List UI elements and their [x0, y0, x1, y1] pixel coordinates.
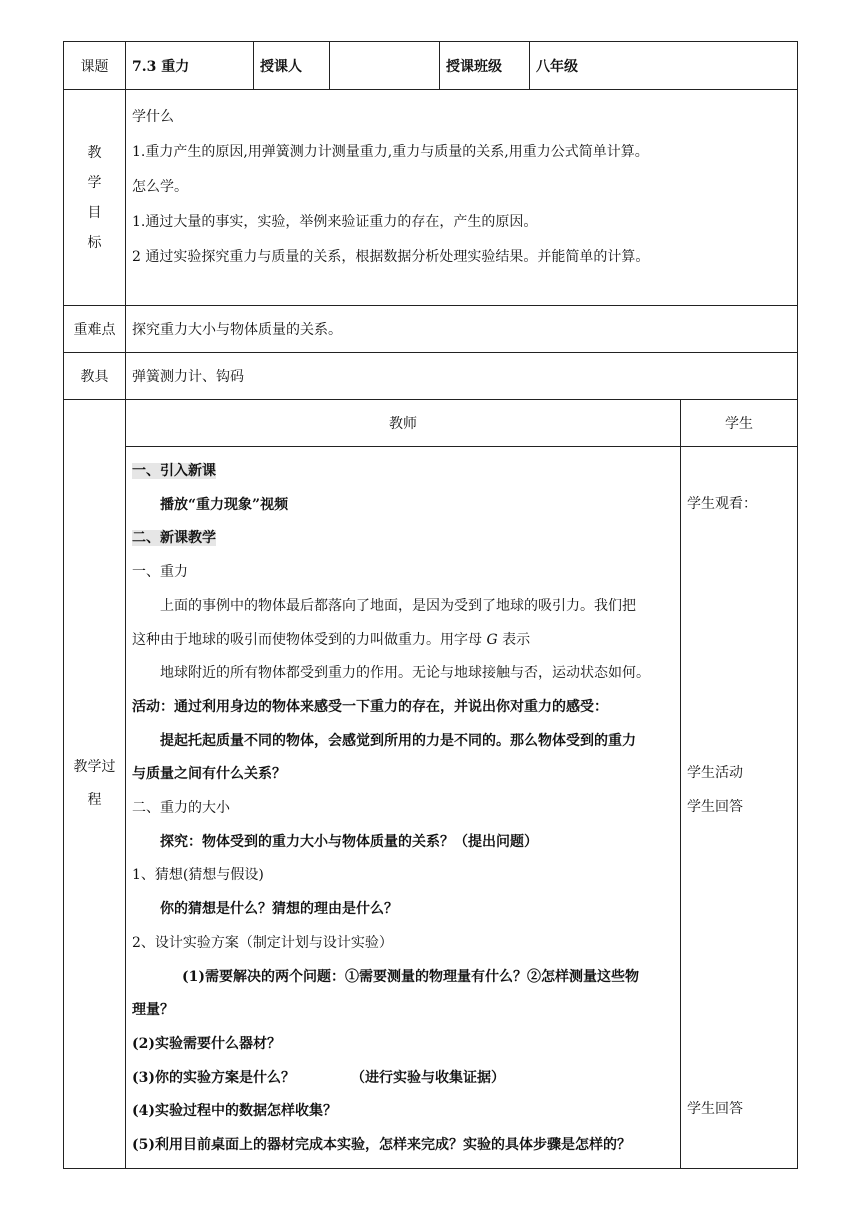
teacher-label: 授课人: [254, 42, 330, 90]
goals-row: [64, 90, 798, 306]
teacher-content: [126, 447, 681, 1169]
lesson-table: [63, 41, 798, 1169]
topic-label: 课题: [64, 42, 126, 90]
student-line: 学生活动: [687, 765, 743, 781]
goals-content: [126, 90, 798, 306]
student-column-header: 学生: [681, 400, 798, 447]
teacher-line: 理量？: [132, 1002, 174, 1019]
student-line: 学生回答: [687, 799, 743, 815]
teacher-line: (1)需要解决的两个问题：①需要测量的物理量有什么？②怎样测量这些物: [182, 968, 639, 985]
tools-label: 教具: [64, 353, 126, 400]
class-value: 八年级: [530, 42, 798, 90]
keypoints-label: 重难点: [64, 306, 126, 353]
section-heading: 二、新课教学: [132, 530, 216, 547]
goals-line: 1.通过大量的事实，实验，举例来验证重力的存在，产生的原因。: [132, 214, 538, 230]
goals-label-char: 教: [87, 144, 102, 161]
process-label: [64, 400, 126, 1169]
tools-row: [64, 353, 798, 400]
teacher-value: [330, 42, 440, 90]
lesson-plan: [63, 41, 797, 1169]
teacher-line: 1、猜想(猜想与假设): [132, 867, 264, 884]
goals-line: 学什么: [132, 109, 174, 125]
teacher-column-header: 教师: [126, 400, 681, 447]
subsection-heading: 一、重力: [132, 564, 188, 581]
goals-label-char: 目: [87, 204, 102, 221]
goals-line: 怎么学。: [132, 179, 188, 195]
subsection-heading: 二、重力的大小: [132, 800, 230, 817]
teacher-line: 地球附近的所有物体都受到重力的作用。无论与地球接触与否，运动状态如何。: [160, 665, 650, 682]
student-line: 学生观看：: [687, 496, 757, 512]
goals-label: [64, 90, 126, 306]
process-header-row: [64, 400, 798, 447]
teacher-line: (2)实验需要什么器材？: [132, 1035, 281, 1052]
process-label-line: 程: [87, 792, 102, 808]
class-label: 授课班级: [440, 42, 530, 90]
process-label-line: 教学过: [73, 759, 116, 775]
goals-label-char: 标: [87, 234, 102, 251]
goals-line: 1.重力产生的原因,用弹簧测力计测量重力,重力与质量的关系,用重力公式简单计算。: [132, 144, 649, 160]
teacher-line: 与质量之间有什么关系？: [132, 766, 286, 783]
teacher-line: (3)你的实验方案是什么？ （进行实验与收集证据）: [132, 1069, 505, 1086]
goals-label-char: 学: [87, 174, 102, 191]
student-line: 学生回答: [687, 1101, 743, 1117]
teacher-line: (5)利用目前桌面上的器材完成本实验，怎样来完成？实验的具体步骤是怎样的？: [132, 1137, 631, 1154]
tools-value: 弹簧测力计、钩码: [126, 353, 798, 400]
keypoints-value: 探究重力大小与物体质量的关系。: [126, 306, 798, 353]
teacher-line: 2、设计实验方案（制定计划与设计实验）: [132, 934, 393, 951]
keypoints-row: [64, 306, 798, 353]
teacher-line: 你的猜想是什么？猜想的理由是什么？: [160, 901, 398, 918]
teacher-line: 这种由于地球的吸引而使物体受到的力叫做重力。用字母 G 表示: [132, 631, 531, 648]
student-content: [681, 447, 798, 1169]
process-body-row: [64, 447, 798, 1169]
header-row: [64, 42, 798, 90]
gravity-symbol: G: [486, 631, 498, 648]
teacher-line: 播放“重力现象”视频: [160, 496, 289, 513]
teacher-line: 探究：物体受到的重力大小与物体质量的关系？（提出问题）: [160, 833, 538, 850]
goals-line: 2 通过实验探究重力与质量的关系，根据数据分析处理实验结果。并能简单的计算。: [132, 249, 650, 265]
teacher-line: (4)实验过程中的数据怎样收集？: [132, 1103, 337, 1120]
teacher-line: 上面的事例中的物体最后都落向了地面，是因为受到了地球的吸引力。我们把: [160, 597, 636, 614]
section-heading: 一、引入新课: [132, 463, 216, 479]
teacher-line: 提起托起质量不同的物体，会感觉到所用的力是不同的。那么物体受到的重力: [160, 732, 636, 749]
topic-value: 7.3 重力: [126, 42, 254, 90]
activity-line: 活动：通过利用身边的物体来感受一下重力的存在，并说出你对重力的感受：: [132, 698, 608, 715]
